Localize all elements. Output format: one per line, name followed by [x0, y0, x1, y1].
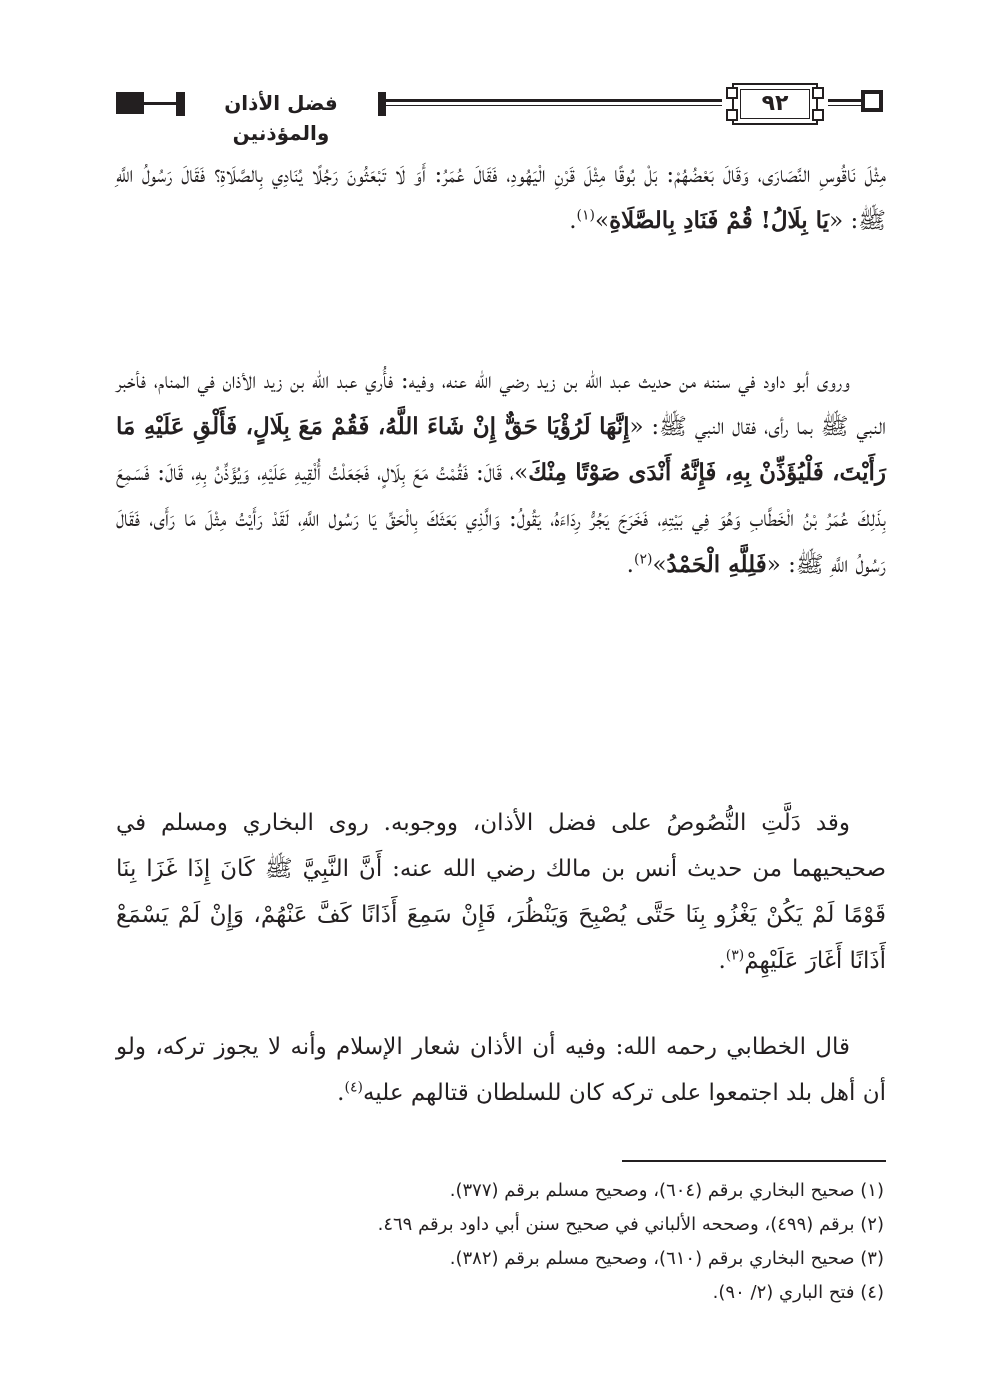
- footnote-ref-4: (٤): [344, 1079, 363, 1096]
- p2-end: .: [626, 552, 634, 578]
- footnote-ref-2: (٢): [633, 551, 653, 568]
- footnote-3: (٣) صحيح البخاري برقم (٦١٠)، وصحيح مسلم برقم (٣٨٢).: [449, 1248, 884, 1269]
- page-header: [116, 80, 886, 145]
- p2-quote-2: فَلِلَّهِ الْحَمْدُ: [666, 551, 767, 578]
- p3-end: .: [718, 948, 726, 974]
- p2-quote-close: »: [652, 552, 667, 578]
- header-title: فضل الأذان والمؤذنين: [224, 91, 338, 145]
- p4-end: .: [337, 1080, 345, 1106]
- header-left-block: [116, 92, 144, 114]
- footnote-separator: [622, 1160, 886, 1162]
- p3-text: وقد دَلَّتِ النُّصُوصُ على فضل الأذان، ووجوبه. روى البخاري ومسلم في صحيحيهما من حديث أنس بن مالك رضي الله عنه: أَنَّ النَّبِيَّ ﷺ كَانَ إِذَا غَزَا بِنَا قَوْمًا لَمْ يَكُنْ يَغْزُو بِنَا حَتَّى يُصْبِحَ وَيَنْظُرَ، فَإِنْ سَمِعَ أَذَانًا كَفَّ عَنْهُمْ، وَإِنْ لَمْ يَسْمَعْ أَذَانًا أَغَارَ عَلَيْهِمْ: [116, 810, 886, 974]
- footnote-ref-1: (١): [576, 207, 595, 224]
- ornament-bottom-left: [726, 109, 738, 121]
- paragraph-2: [116, 358, 886, 588]
- header-left-bar: [176, 92, 185, 116]
- page-number-box: [722, 83, 828, 125]
- p1-quote-close: »: [595, 208, 610, 234]
- p1-quote: يَا بِلَالُ! قُمْ فَنَادِ بِالصَّلَاةِ: [609, 207, 830, 234]
- p2-text-middle: »، قَالَ: فَقُمْتُ مَعَ بِلَالٍ، فَجَعَلْتُ أُلْقِيهِ عَلَيْهِ، وَيُؤَذِّنُ بِهِ، قَالَ: فَسَمِعَ بِذَلِكَ عُمَرُ بْنُ الْخَطَّابِ وَهُوَ فِي بَيْتِهِ، فَخَرَجَ يَجُرُّ رِدَاءَهُ، يَقُولُ: وَالَّذِي بَعَثَكَ بِالْحَقِّ يَا رَسُول اللَّهِ، لَقَدْ رَأَيْتُ مِثْلَ مَا رَأَى، فَقَالَ رَسُولُ اللَّهِ ﷺ: «: [116, 460, 886, 578]
- header-rule-right-top: [828, 99, 864, 102]
- ornament-top-left: [726, 87, 738, 99]
- header-mid-bar: [378, 92, 386, 116]
- header-rule-right-bottom: [828, 105, 864, 106]
- p1-text: مِثْلَ نَاقُوسِ النَّصَارَى، وَقَالَ بَعْضُهُمْ: بَلْ بُوقًا مِثْلَ قَرْنِ الْيَهُودِ، فَقَالَ عُمَرُ: أَوَ لَا تَبْعَثُونَ رَجُلًا يُنَادِي بِالصَّلَاةِ؟ فَقَالَ رَسُولُ اللَّهِ ﷺ: «: [116, 162, 886, 234]
- footnotes: [116, 1174, 886, 1310]
- footnote-2: (٢) برقم (٤٩٩)، وصححه الألباني في صحيح سنن أبي داود برقم ٤٦٩.: [377, 1214, 884, 1235]
- footnote-4: (٤) فتح الباري (٢/ ٩٠).: [712, 1282, 884, 1303]
- footnote-ref-3: (٣): [725, 947, 745, 964]
- paragraph-1: [116, 152, 886, 244]
- header-rule-mid-top: [386, 99, 722, 102]
- p1-end: .: [569, 208, 577, 234]
- header-rule-left: [144, 102, 180, 105]
- p2-text: وروى أبو داود في سننه من حديث عبد الله بن زيد رضي الله عنه، وفيه: فأُري عبد الله بن زيد الأذان في المنام، فأخبر النبي ﷺ بما رأى، فقال النبي ﷺ: «: [116, 368, 886, 440]
- paragraph-3: [116, 800, 886, 984]
- header-right-square: [861, 90, 883, 112]
- paragraph-4: [116, 1024, 886, 1116]
- p4-text: قال الخطابي رحمه الله: وفيه أن الأذان شعار الإسلام وأنه لا يجوز تركه، ولو أن أهل بلد اجتمعوا على تركه كان للسلطان قتالهم عليه: [116, 1034, 886, 1106]
- ornament-top-right: [812, 87, 824, 99]
- footnote-1: (١) صحيح البخاري برقم (٦٠٤)، وصحيح مسلم برقم (٣٧٧).: [449, 1180, 884, 1201]
- header-rule-mid-bottom: [386, 105, 722, 106]
- page-number: ٩٢: [761, 91, 789, 116]
- ornament-bottom-right: [812, 109, 824, 121]
- p2-quote: إِنَّهَا لَرُؤْيَا حَقٌّ إِنْ شَاءَ اللَّهُ، فَقُمْ مَعَ بِلَالٍ، فَأَلْقِ عَلَيْهِ مَا رَأَيْتَ، فَلْيُؤَذِّنْ بِهِ، فَإِنَّهُ أَنْدَى صَوْتًا مِنْكَ: [116, 413, 886, 486]
